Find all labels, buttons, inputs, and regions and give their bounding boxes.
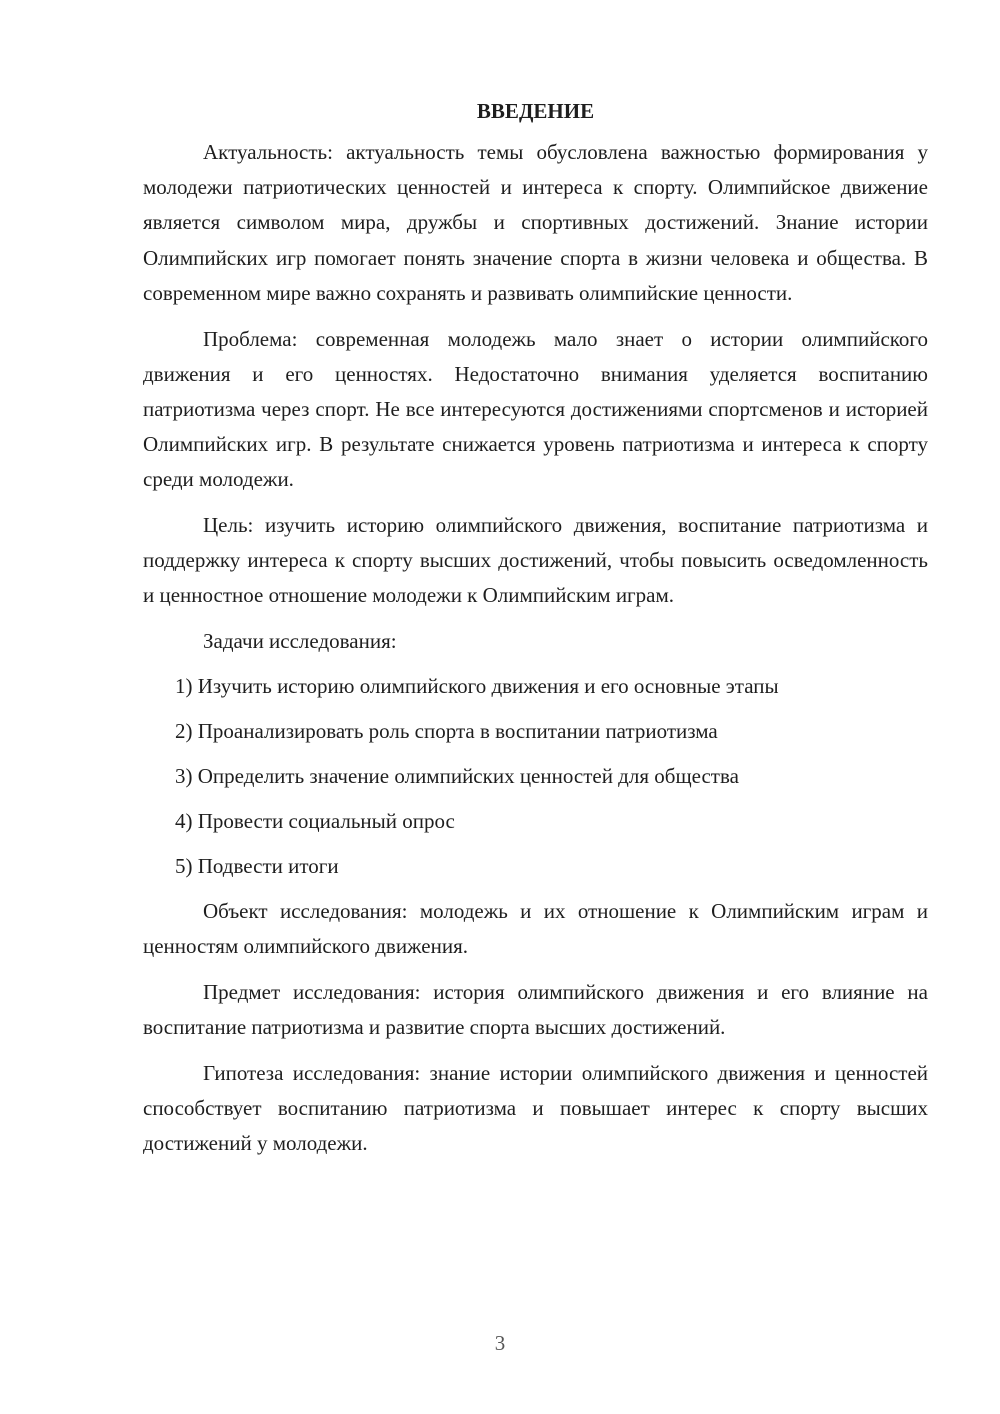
- tasks-list: [143, 669, 928, 884]
- hypothesis-paragraph: Гипотеза исследования: знание истории олимпийского движения и ценностей способствует воспитанию патриотизма и повышает интерес к спорту высших достижений у молодежи.: [143, 1060, 928, 1156]
- section-title: ВВЕДЕНИЕ: [476, 99, 595, 123]
- document-page: [143, 95, 928, 1172]
- task-item: 3) Определить значение олимпийских ценностей для общества: [175, 764, 739, 789]
- object-paragraph: Объект исследования: молодежь и их отношение к Олимпийским играм и ценностям олимпийского движения.: [143, 899, 928, 959]
- task-item: 5) Подвести итоги: [175, 854, 339, 879]
- subject-paragraph: Предмет исследования: история олимпийского движения и его влияние на воспитание патриотизма и развитие спорта высших достижений.: [143, 980, 928, 1040]
- tasks-heading: Задачи исследования:: [203, 629, 397, 654]
- task-item: 1) Изучить историю олимпийского движения и его основные этапы: [175, 674, 779, 699]
- relevance-paragraph: Актуальность: актуальность темы обусловлена важностью формирования у молодежи патриотических ценностей и интереса к спорту. Олимпийское движение является символом мира, дружбы и спортивных достижений. Знание истории Олимпийских игр помогает понять значение спорта в жизни человека и общества. В современном мире важно сохранять и развивать олимпийские ценности.: [143, 140, 928, 305]
- page-number: 3: [494, 1331, 506, 1355]
- problem-paragraph: Проблема: современная молодежь мало знает о истории олимпийского движения и его ценностях. Недостаточно внимания уделяется воспитанию патриотизма через спорт. Не все интересуются достижениями спортсменов и историей Олимпийских игр. В результате снижается уровень патриотизма и интереса к спорту среди молодежи.: [143, 326, 928, 492]
- task-item: 4) Провести социальный опрос: [175, 809, 455, 834]
- task-item: 2) Проанализировать роль спорта в воспитании патриотизма: [175, 719, 718, 744]
- goal-paragraph: Цель: изучить историю олимпийского движения, воспитание патриотизма и поддержку интереса к спорту высших достижений, чтобы повысить осведомленность и ценностное отношение молодежи к Олимпийским играм.: [143, 513, 928, 608]
